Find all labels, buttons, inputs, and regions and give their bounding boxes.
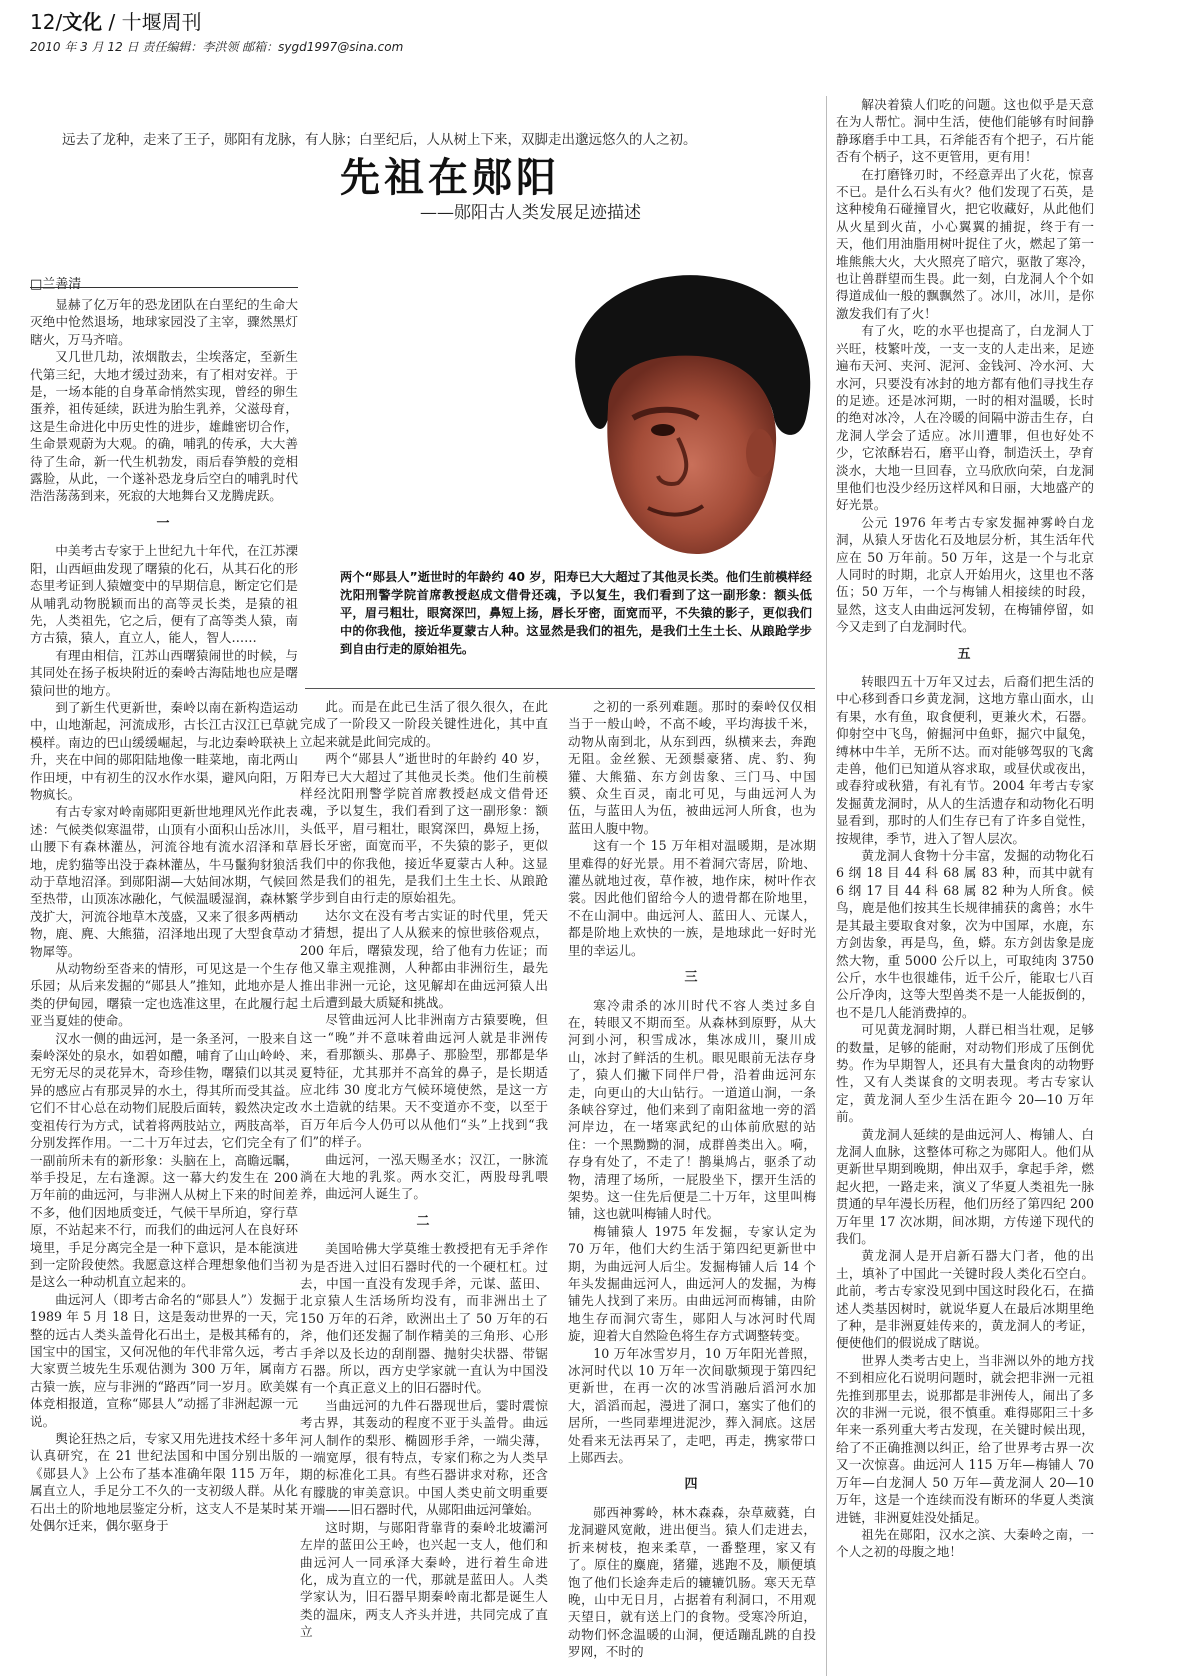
paragraph: 在打磨锋刃时，不经意弄出了火花，惊喜不已。是什么石头有火？他们发现了石英，是这种棱角石碰撞冒火，把它收藏好，从此他们从火星到火苗，小心翼翼的捕捉，终于有一天，他们用油脂用树叶捉住了火，燃起了第一堆熊熊大火，大火照亮了暗穴，驱散了寒冷，也让兽群望而生畏。此一刻，白龙洞人个个如得道成仙一般的飘飘然了。冰川，冰川，是你激发我们有了火！ [836,166,1094,321]
article-column-1 [30,296,298,1676]
paragraph: 尽管曲远河人比非洲南方古猿要晚，但这一“晚”并不意味着曲远河人就是非洲传来，看那额头、那鼻子、那脸型，那都是华夏特征，尤其那并不高耸的鼻子，是长期适应北纬 30 度北方气候环境使然，是这一方水土造就的结果。天不变道亦不变，以至于百万年后今人仍可以从他们“头”上找到“我们”的样子。 [300,1012,548,1150]
paragraph: 显赫了亿万年的恐龙团队在白垩纪的生命大灭绝中怆然退场，地球家园没了主宰，骤然黑灯瞎火，万马齐喑。 [30,297,298,347]
section-name: 文化 [62,10,103,34]
paragraph: 祖先在郧阳，汉水之滨、大秦岭之南，一个人之初的母腹之地！ [836,1526,1094,1560]
article-column-2 [300,698,548,1676]
paragraph: 到了新生代更新世，秦岭以南在新构造运动中，山地渐起，河流成形，古长江古汉江已草就模样。南边的巴山缓缓崛起，与北边秦岭联袂上升，夹在中间的郧阳陆地像一畦菜地，南北两山作田埂，中有初生的汉水作水渠，避风向阳，万物疯长。 [30,699,298,802]
paragraph: 曲远河，一泓天赐圣水；汉江，一脉流淌在大地的乳浆。两水交汇，两股母乳喂养，曲远河人诞生了。 [300,1151,548,1202]
paragraph: 美国哈佛大学莫维士教授把有无手斧作为是否进入过旧石器时代的一个硬杠杠。过去，中国一直没有发现手斧，元谋、蓝田、北京猿人生活场所均没有，而非洲出土了 150 万年的石斧，欧洲出土了 50 万年的石斧，他们还发掘了制作精美的三角形、心形手斧以及长边的刮削器、抛射尖状器、带锯石器。所以，西方史学家就一直认为中国没有一个真正意义上的旧石器时代。 [300,1241,548,1396]
paragraph: 从动物纷至沓来的情形，可见这是一个生存乐园；从后来发掘的“郧县人”推知，此地亦是人类的伊甸园，曙猿一定也选准这里，在此履行起亚当夏娃的使命。 [30,961,298,1029]
article-subtitle: ——郧阳古人类发展足迹描述 [420,203,641,223]
section-heading: 四 [684,1477,700,1493]
paragraph: 黄龙洞人食物十分丰富，发掘的动物化石 6 纲 18 目 44 科 68 属 83 种，而其中就有 6 纲 17 目 44 科 68 属 82 种为人所食。候鸟，鹿是他们按其生长规律捕获的禽兽；水牛是其最主要取食对象，次为中国犀，水鹿，东方剑齿象，再是鸟，鱼，蟒。东方剑齿象是庞然大物，重 5000 公斤以上，可取纯肉 3750 公斤，水牛也很雄伟，近千公斤，能取七八百公斤净肉，这等大型兽类不是一人能扳倒的，也不是几人能消费掉的。 [836,848,1094,1020]
paragraph: 黄龙洞人延续的是曲远河人、梅铺人、白龙洞人血脉，这整体可称之为郧阳人。他们从更新世早期到晚期，伸出双手，拿起手斧，燃起火把，一路走来，演义了华夏人类祖先一脉贯通的早年漫长历程，他们历经了第四纪 200 万年里 17 次冰期，间冰期，方传递下现代的我们。 [836,1126,1094,1246]
paragraph: 黄龙洞人是开启新石器大门者，他的出土，填补了中国此一关键时段人类化石空白。此前，考古专家没见到中国这时段化石，在描述人类基因树时，就说华夏人在最后冰期里绝了种，是非洲夏娃传来的，黄龙洞人的考证，便使他们的假说成了瞎说。 [836,1248,1094,1351]
masthead: 12/文化 / 十堰周刊 [30,10,202,34]
author-divider [30,287,298,288]
paragraph: 解决着猿人们吃的问题。这也似乎是天意在为人帮忙。洞中生活，使他们能够有时间静静琢磨手中工具，石斧能否有个把子，石片能否有个柄子，这不更管用，更有用！ [836,97,1094,165]
paragraph: 有了火，吃的水平也提高了，白龙洞人丁兴旺，枝繁叶茂，一支一支的人走出来，足迹遍布天河、夹河、泥河、金钱河、冷水河、大水河，只要没有冰封的地方都有他们寻找生存的足迹。还是冰河期，一时的相对温暖，长时的绝对冰冷，人在冷暖的间隔中游击生存，白龙洞人学会了适应。冰川遭罪，但也好处不少，它浓酥岩石，磨平山脊，制造沃土，孕育淡水，大地一旦回春，立马欣欣向荣，白龙洞里他们也没少经历这样风和日丽，大地盛产的好光景。 [836,323,1094,513]
paragraph: 中美考古专家于上世纪九十年代，在江苏溧阳，山西峘曲发现了曙猿的化石，从其石化的形态里考证到人猿嬗变中的早期信息，断定它们是从哺乳动物脱颖而出的高等灵长类，是猿的祖先，人类祖先，它之后，便有了高等类人猿，南方古猿，猿人，直立人，能人，智人…… [30,543,298,646]
author-byline: □兰善清 [30,277,82,292]
paragraph: 有理由相信，江苏山西曙猿闹世的时候，与其同处在扬子板块附近的秦岭古海陆地也应是曙猿问世的地方。 [30,647,298,698]
paragraph: 有古专家对岭南郧阳更新世地理风光作此表述：气候类似寒温带，山顶有小面积山岳冰川，山腰下有森林灌丛，河流谷地有流水沼泽和草地，虎豹猫等出没于森林灌丛，牛马鬣狗豺狼活动于草地沼泽。到郧阳湖—大姑间冰期，气候回至热带，山顶冻冰融化，气候温暖湿润，森林繁茂扩大，河流谷地草木茂盛，又来了很多两栖动物，鹿、麂、大熊猫，沼泽地出现了大型食草动物犀等。 [30,804,298,959]
hominid-portrait [538,268,820,558]
paragraph: 梅铺猿人 1975 年发掘，专家认定为 70 万年，他们大约生活于第四纪更新世中期，为曲远河人后尘。发掘梅铺人后 14 个年头发掘曲远河人，曲远河人的发掘，为梅铺先人找到了来历。由曲远河而梅铺，由阶地生存而洞穴寄生，郧阳人与冰河时代周旋，迎着大自然险色将生存方式调整转变。 [568,1223,816,1344]
paragraph: 之初的一系列难题。那时的秦岭仅仅相当于一般山岭，不高不峻，平均海拔千米，动物从南到北，从东到西，纵横来去，奔跑无阻。金丝猴、无颈鬃豪猪、虎、豹、狗獾、大熊猫、东方剑齿象、三门马、中国貘、众生百灵，南北可见，与曲远河人为伍，与蓝田人为伍，被曲远河人所食，也为蓝田人腹中物。 [568,699,816,836]
paragraph: 世界人类考古史上，当非洲以外的地方找不到相应化石说明问题时，就会把非洲一元祖先推到那里去，说那都是非洲传人，闹出了多次的非洲一元说，很不慎重。难得郧阳三十多年来一系列重大考古发现，在关键时候出现，给了不正确推测以纠正，给了世界考古界一次又一次惊喜。曲远河人 115 万年—梅铺人 70 万年—白龙洞人 50 万年—黄龙洞人 20—10 万年，这是一个连续而没有断环的华夏人类演进链，非洲夏娃没处插足。 [836,1352,1094,1525]
page-number: 12/ [30,10,63,34]
photo-caption: 两个“郧县人”逝世时的年龄约 40 岁，阳寿已大大超过了其他灵长类。他们生前模样经沈阳刑警学院首席教授赵成文借骨还魂，予以复生，我们看到了这一副形象：额头低平，眉弓粗壮，眼窝深凹，鼻短上扬，唇长牙密，面宽而平，不失猿的影子，更似我们中的你我他，接近华夏蒙古人种。这显然是我们的祖先，是我们土生土长、从踉跄学步到自由行走的原始祖先。 [340,570,812,656]
section-heading: 二 [416,1213,432,1229]
paragraph: 寒冷肃杀的冰川时代不容人类过多自在，转眼又不期而至。从森林到原野，从大河到小河，积雪成冰，集冰成川，聚川成山，冰封了鲜活的生机。眼见眼前无法存身了，猿人们撇下同伴尸骨，沿着曲远河东走，向更山的大山钻行。一道道山涧，一条条峡谷穿过，他们来到了南阳盆地一旁的滔河岸边，在一堵寒武纪的山体前欣慰的站住：一个黑黝黝的洞，成群兽类出入。嗬，存身有处了，不走了！鹊巢鸠占，驱杀了动物，清理了场所，一屁股坐下，摆开生活的架势。这一住先后便是二十万年，这里叫梅铺，这也就叫梅铺人时代。 [568,997,816,1222]
paragraph: 曲远河人（即考古命名的“郧县人”）发掘于 1989 年 5 月 18 日，这是轰动世界的一天，完整的远古人类头盖骨化石出土，是极其稀有的，国宝中的国宝，又何况他的年代非常久远，考古大家贾兰坡先生乐观估测为 300 万年，属南方古猿一族，应与非洲的“路西”同一岁月。欧美媒体竞相报道，宣称“郧县人”动摇了非洲起源一元说。 [30,1291,298,1429]
article-column-3 [568,698,816,1676]
section-heading: 一 [156,515,172,531]
paragraph: 10 万年冰雪岁月，10 万年阳光普照，冰河时代以 10 万年一次间歇频现于第四纪更新世，在再一次的冰雪消融后滔河水加大，滔滔而起，漫进了洞口，塞实了他们的居所，一些同辈埋进泥沙，葬入洞底。这居处看来无法再呆了，走吧，再走，携家带口上郧西去。 [568,1345,816,1466]
paragraph: 汉水一侧的曲远河，是一条圣河，一股来自秦岭深处的泉水，如碧如醴，哺育了山山岭岭、无穷无尽的灵花异木，奇珍佳物，曙猿们以其灵异的感应占有那灵异的水土，得其所而受其益。它们不甘心总在动物们屁股后面转，毅然决定改变祖传行为方式，试着将两肢站立，两肢高举，分别发挥作用。一二十万年过去，它们完全有了一副前所未有的新形象：头脑在上，高瞻远瞩，举手投足，左右逢源。这一幕大约发生在 200 万年前的曲远河，与非洲人从树上下来的时间差不多，他们因地质变迁，气候干旱所迫，穿行草原，不站起来不行，而我们的曲远河人在良好环境里，手足分离完全是一种下意识，是本能演进到一定阶段使然。我愿意这样合理想象他们当初是这么一种动机直立起来的。 [30,1030,298,1290]
paper-name: 十堰周刊 [121,10,202,34]
section-heading: 三 [684,970,700,986]
article-column-4 [836,96,1094,1676]
paragraph: 公元 1976 年考古专家发掘神雾岭白龙洞，从猿人牙齿化石及地层分析，其生活年代应在 50 万年前。50 万年，这是一个与北京人同时的时期，北京人开始用火，这里也不落伍；50 万年，一个与梅铺人相接续的时段，显然，这支人由曲远河发轫，在梅铺停留，如今又走到了白龙洞时代。 [836,514,1094,635]
article-deck: 远去了龙种，走来了王子，郧阳有龙脉，有人脉；白垩纪后，人从树上下来，双脚走出邈远悠久的人之初。 [62,132,697,148]
paragraph: 可见黄龙洞时期，人群已相当壮观，足够的数量，足够的能耐，对动物们形成了压倒优势。作为早期智人，还具有大量食肉的动物野性，又有人类谋食的文明表现。考古专家认定，黄龙洞人至少生活在距今 20—10 万年前。 [836,1022,1094,1125]
paragraph: 此。而是在此已生活了很久很久，在此完成了一阶段又一阶段关键性进化，其中直立起来就是此间完成的。 [300,699,548,749]
paragraph: 这时期，与郧阳背靠背的秦岭北坡灞河左岸的蓝田公王岭，也兴起一支人，他们和曲远河人一同承泽大秦岭，进行着生命进化，成为直立的一代，那就是蓝田人。人类学家认为，旧石器早期秦岭南北都是诞生人类的温床，两支人齐头并进，共同完成了直立 [300,1519,548,1640]
paragraph: 当曲远河的九件石器现世后，霎时震惊考古界，其轰动的程度不亚于头盖骨。曲远河人制作的梨形、椭圆形手斧，一端尖薄，一端宽厚，很有特点，专家们称之为人类早期的标准化工具。有些石器讲求对称，还含有朦胧的审美意识。中国人类史前文明重要开端——旧石器时代，从郧阳曲远河肇始。 [300,1397,548,1518]
paragraph: 达尔文在没有考古实证的时代里，凭天才猜想，提出了人从猴来的惊世骇俗观点，200 年后，曙猿发现，给了他有力佐证；而他又靠主观推测，人种都由非洲衍生，最先推出非洲一元论，这见解却在曲远河猿人出土后遭到最大质疑和挑战。 [300,907,548,1010]
paragraph: 两个“郧县人”逝世时的年龄约 40 岁，阳寿已大大超过了其他灵长类。他们生前模样经沈阳刑警学院首席教授赵成文借骨还魂，予以复生，我们看到了这一副形象：额头低平，眉弓粗壮，眼窝深凹，鼻短上扬，唇长牙密，面宽而平，不失猿的影子，更似我们中的你我他，接近华夏蒙古人种。这显然是我们的祖先，是我们土生土长、从踉跄学步到自由行走的原始祖先。 [300,751,548,906]
paragraph: 舆论狂热之后，专家又用先进技术经十多年认真研究，在 21 世纪法国和中国分别出版的《郧县人》上公布了基本准确年限 115 万年，属直立人，手足分工不久的一支初级人群。从化石出土的阶地地层鉴定分析，这支人不是某时某处偶尔迁来，偶尔驱身于 [30,1431,298,1534]
caption-divider [305,688,815,689]
dateline: 2010 年 3 月 12 日 责任编辑：李洪领 邮箱：sygd1997@sina.com [30,40,404,54]
column-divider [826,96,827,1676]
paragraph: 转眼四五十万年又过去，后裔们把生活的中心移到香口乡黄龙洞，这地方靠山面水，山有果，水有鱼，取食便利，更兼火术，石器。仰射空中飞鸟，俯掘河中鱼虾，掘穴中鼠兔，缚林中牛羊，无所不达。而对能够驾驭的飞禽走兽，他们已知道从容求取，或昼伏或夜出，或春狩或秋猎，有礼有节。2004 年考古专家发掘黄龙洞时，从人的生活遗存和动物化石明显看到，那时的人们生存已有了许多自觉性，按规律，季节，进入了智人层次。 [836,674,1094,846]
paragraph: 这有一个 15 万年相对温暖期，是冰期里难得的好光景。用不着洞穴寄居，阶地、灌丛就地过夜，草作被，地作床，树叶作衣裳。因此他们留给今人的遗骨都在阶地里，不在山洞中。曲远河人、蓝田人、元谋人，都是阶地上欢快的一族，是地球此一好时光里的幸运儿。 [568,838,816,958]
paragraph: 又几世几劫，浓烟散去，尘埃落定，至新生代第三纪，大地才缓过劲来，有了相对安祥。于是，一场本能的自身革命悄然实现，曾经的卵生蛋养，祖传延续，跃进为胎生乳养，父滋母育，这是生命进化中历史性的进步，雄雌密切合作，生命景观蔚为大观。的确，哺乳的传承，大大善待了生命，新一代生机勃发，雨后春笋般的竞相露脸，从此，一个遂补恐龙身后空白的哺乳时代浩浩荡荡到来，死寂的大地舞台又龙腾虎跃。 [30,349,298,504]
paragraph: 郧西神雾岭，林木森森，杂草葳蕤，白龙洞避风宽敞，进出便当。猿人们走进去，折来树枝，抱来柔草，一番整理，家又有了。原住的麋鹿，猪獾，逃跑不及，顺便填饱了他们长途奔走后的辘辘饥肠。寒天无草晚，山中无日月，占据着有利洞口，不用观天望日，就有送上门的食物。受寒冷所迫，动物们怀念温暖的山洞，便适蹦乱跳的自投罗网，不时的 [568,1504,816,1660]
section-heading: 五 [957,646,973,662]
article-title: 先祖在郧阳 [340,154,560,201]
